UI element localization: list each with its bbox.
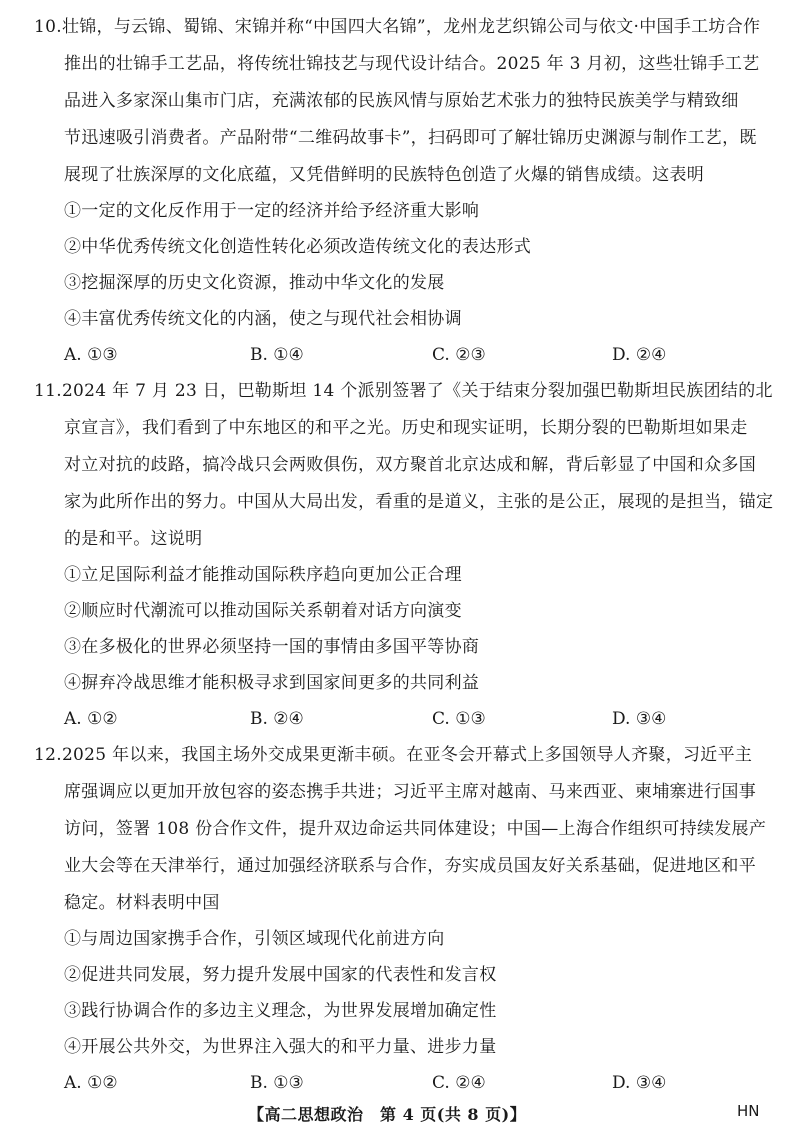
footer-page-info: 【高二思想政治 第 4 页(共 8 页)】 bbox=[248, 1105, 527, 1124]
statement-option: ④摒弃冷战思维才能积极寻求到国家间更多的共同利益 bbox=[64, 673, 480, 693]
page-footer bbox=[0, 1102, 800, 1126]
statement-option: ③在多极化的世界必须坚持一国的事情由多国平等协商 bbox=[64, 637, 480, 657]
statement-option: ①一定的文化反作用于一定的经济并给予经济重大影响 bbox=[64, 201, 480, 221]
statement-option: ④丰富优秀传统文化的内涵，使之与现代社会相协调 bbox=[64, 309, 462, 329]
statement-option: ②顺应时代潮流可以推动国际关系朝着对话方向演变 bbox=[64, 601, 462, 621]
answer-choice-a: A. ①③ bbox=[64, 345, 118, 365]
question-stem-line: 业大会等在天津举行，通过加强经济联系与合作，夯实成员国友好关系基础，促进地区和平 bbox=[64, 856, 756, 876]
statement-option: ③践行协调合作的多边主义理念，为世界发展增加确定性 bbox=[64, 1001, 497, 1021]
question-number: 10. bbox=[34, 17, 62, 37]
answer-choice-d: D. ②④ bbox=[612, 345, 667, 365]
question-stem-line: 10.壮锦，与云锦、蜀锦、宋锦并称“中国四大名锦”，龙州龙艺织锦公司与依文·中国手工坊合作 bbox=[34, 17, 761, 37]
question-number: 12. bbox=[34, 745, 62, 765]
question-stem-line: 访问，签署 108 份合作文件，提升双边命运共同体建设；中国—上海合作组织可持续发展产 bbox=[64, 819, 767, 839]
statement-option: ④开展公共外交，为世界注入强大的和平力量、进步力量 bbox=[64, 1037, 497, 1057]
statement-option: ①与周边国家携手合作，引领区域现代化前进方向 bbox=[64, 929, 445, 949]
answer-choice-b: B. ②④ bbox=[250, 709, 304, 729]
answer-choice-c: C. ②④ bbox=[432, 1073, 486, 1093]
answer-choice-c: C. ①③ bbox=[432, 709, 486, 729]
question-stem-line: 节迅速吸引消费者。产品附带“二维码故事卡”，扫码即可了解壮锦历史渊源与制作工艺，既 bbox=[64, 128, 757, 148]
answer-choice-c: C. ②③ bbox=[432, 345, 486, 365]
statement-option: ②促进共同发展，努力提升发展中国家的代表性和发言权 bbox=[64, 965, 497, 985]
question-stem-line: 席强调应以更加开放包容的姿态携手共进；习近平主席对越南、马来西亚、柬埔寨进行国事 bbox=[64, 782, 756, 802]
question-stem-line: 推出的壮锦手工艺品，将传统壮锦技艺与现代设计结合。2025 年 3 月初，这些壮锦手工艺 bbox=[64, 54, 760, 74]
answer-choice-a: A. ①② bbox=[64, 1073, 118, 1093]
question-stem-line: 12.2025 年以来，我国主场外交成果更渐丰硕。在亚冬会开幕式上多国领导人齐聚，习近平主 bbox=[34, 745, 753, 765]
question-stem-line: 展现了壮族深厚的文化底蕴，又凭借鲜明的民族特色创造了火爆的销售成绩。这表明 bbox=[64, 165, 705, 185]
answer-choice-b: B. ①④ bbox=[250, 345, 304, 365]
question-stem-line: 品进入多家深山集市门店，充满浓郁的民族风情与原始艺术张力的独特民族美学与精致细 bbox=[64, 91, 739, 111]
statement-option: ③挖掘深厚的历史文化资源，推动中华文化的发展 bbox=[64, 273, 445, 293]
answer-choice-d: D. ③④ bbox=[612, 709, 667, 729]
question-stem-line: 的是和平。这说明 bbox=[64, 529, 203, 549]
question-stem-line: 11.2024 年 7 月 23 日，巴勒斯坦 14 个派别签署了《关于结束分裂加强巴勒斯坦民族团结的北 bbox=[34, 381, 773, 401]
answer-choice-a: A. ①② bbox=[64, 709, 118, 729]
question-stem-line: 京宣言》，我们看到了中东地区的和平之光。历史和现实证明，长期分裂的巴勒斯坦如果走 bbox=[64, 418, 748, 438]
question-stem-line: 稳定。材料表明中国 bbox=[64, 893, 220, 913]
question-stem-line: 对立对抗的歧路，搞冷战只会两败俱伤，双方聚首北京达成和解，背后彰显了中国和众多国 bbox=[64, 455, 756, 475]
answer-choice-b: B. ①③ bbox=[250, 1073, 304, 1093]
footer-region-code: HN bbox=[737, 1102, 760, 1120]
question-stem-line: 家为此所作出的努力。中国从大局出发，看重的是道义，主张的是公正，展现的是担当，锚定 bbox=[64, 492, 774, 512]
statement-option: ②中华优秀传统文化创造性转化必须改造传统文化的表达形式 bbox=[64, 237, 532, 257]
question-number: 11. bbox=[34, 381, 62, 401]
statement-option: ①立足国际利益才能推动国际秩序趋向更加公正合理 bbox=[64, 565, 462, 585]
answer-choice-d: D. ③④ bbox=[612, 1073, 667, 1093]
